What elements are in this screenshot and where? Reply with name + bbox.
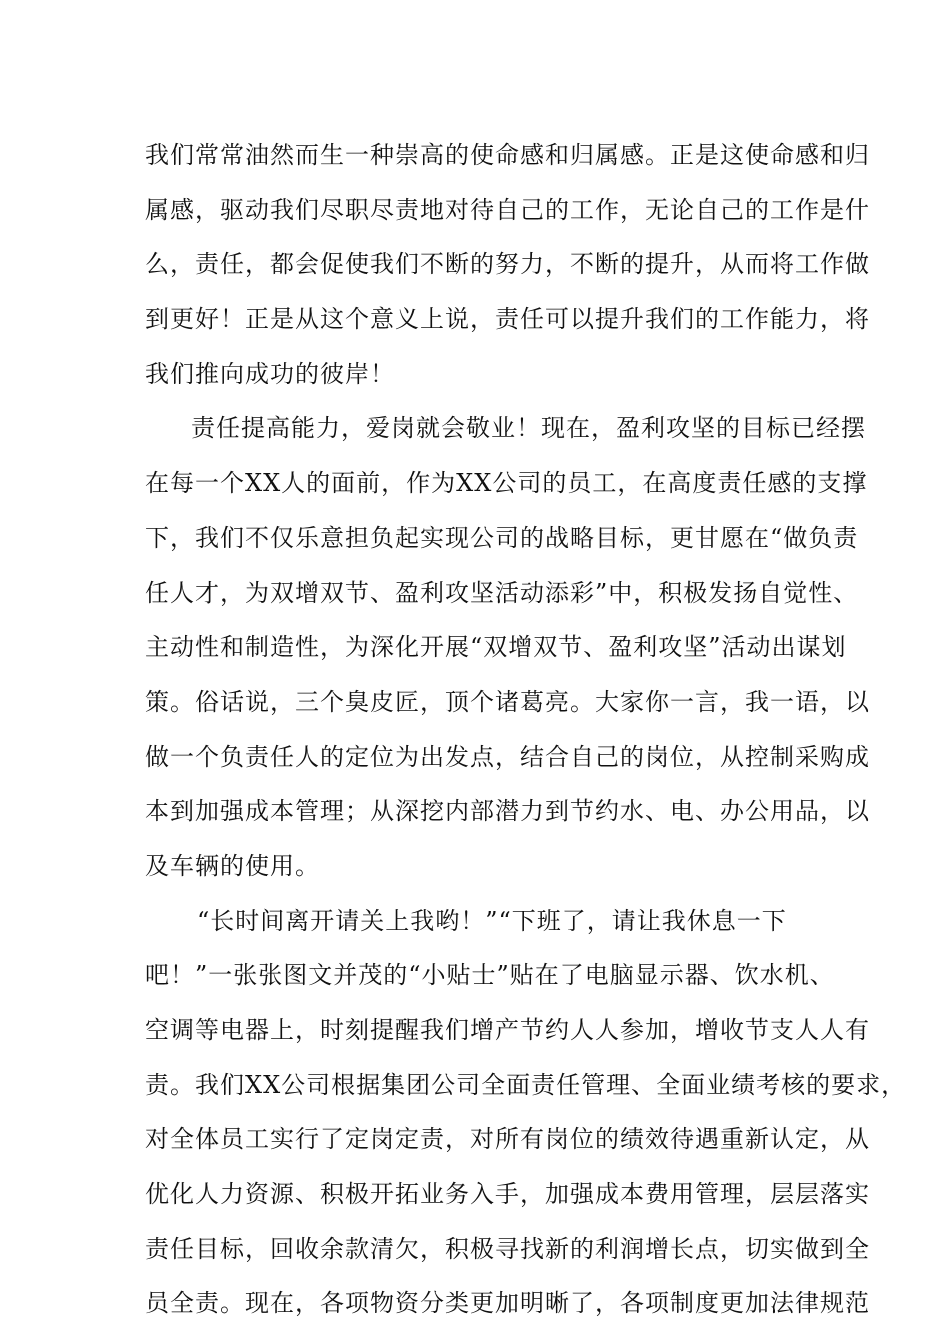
paragraph-start-line: “长时间离开请关上我哟！”“下班了，请让我休息一下 — [197, 906, 787, 935]
text-line: 做一个负责任人的定位为出发点，结合自己的岗位，从控制采购成 — [145, 742, 870, 771]
text-line: 任人才，为双增双节、盈利攻坚活动添彩”中，积极发扬自觉性、 — [145, 578, 859, 607]
text-line: 员全责。现在，各项物资分类更加明晰了，各项制度更加法律规范 — [145, 1289, 870, 1318]
text-line: 到更好！正是从这个意义上说，责任可以提升我们的工作能力，将 — [145, 305, 870, 334]
text-line: 责。我们XX公司根据集团公司全面责任管理、全面业绩考核的要求， — [145, 1070, 907, 1099]
text-line: 我们推向成功的彼岸！ — [145, 359, 395, 388]
text-line: 本到加强成本管理；从深挖内部潜力到节约水、电、办公用品，以 — [145, 797, 870, 826]
text-line: 吧！”一张张图文并茂的“小贴士”贴在了电脑显示器、饮水机、 — [145, 961, 835, 990]
body-text — [145, 128, 907, 1331]
text-line: 策。俗话说，三个臭皮匠，顶个诸葛亮。大家你一言，我一语，以 — [145, 687, 870, 716]
text-line: 优化人力资源、积极开拓业务入手，加强成本费用管理，层层落实 — [145, 1180, 870, 1209]
text-line: 下，我们不仅乐意担负起实现公司的战略目标，更甘愿在“做负责 — [145, 523, 859, 552]
text-line: 么，责任，都会促使我们不断的努力，不断的提升，从而将工作做 — [145, 250, 870, 279]
text-line: 在每一个XX人的面前，作为XX公司的员工，在高度责任感的支撑 — [145, 469, 868, 498]
text-line: 及车辆的使用。 — [145, 851, 320, 880]
text-line: 对全体员工实行了定岗定责，对所有岗位的绩效待遇重新认定，从 — [145, 1125, 870, 1154]
paragraph-start-line: 责任提高能力，爱岗就会敬业！现在，盈利攻坚的目标已经摆 — [191, 414, 866, 443]
text-line: 责任目标，回收余款清欠，积极寻找新的利润增长点，切实做到全 — [145, 1234, 870, 1263]
text-line: 我们常常油然而生一种崇高的使命感和归属感。正是这使命感和归 — [145, 141, 870, 169]
text-line: 主动性和制造性，为深化开展“双增双节、盈利攻坚”活动出谋划 — [145, 633, 847, 662]
text-line: 空调等电器上，时刻提醒我们增产节约人人参加，增收节支人人有 — [145, 1016, 870, 1044]
text-line: 属感，驱动我们尽职尽责地对待自己的工作，无论自己的工作是什 — [145, 195, 870, 224]
